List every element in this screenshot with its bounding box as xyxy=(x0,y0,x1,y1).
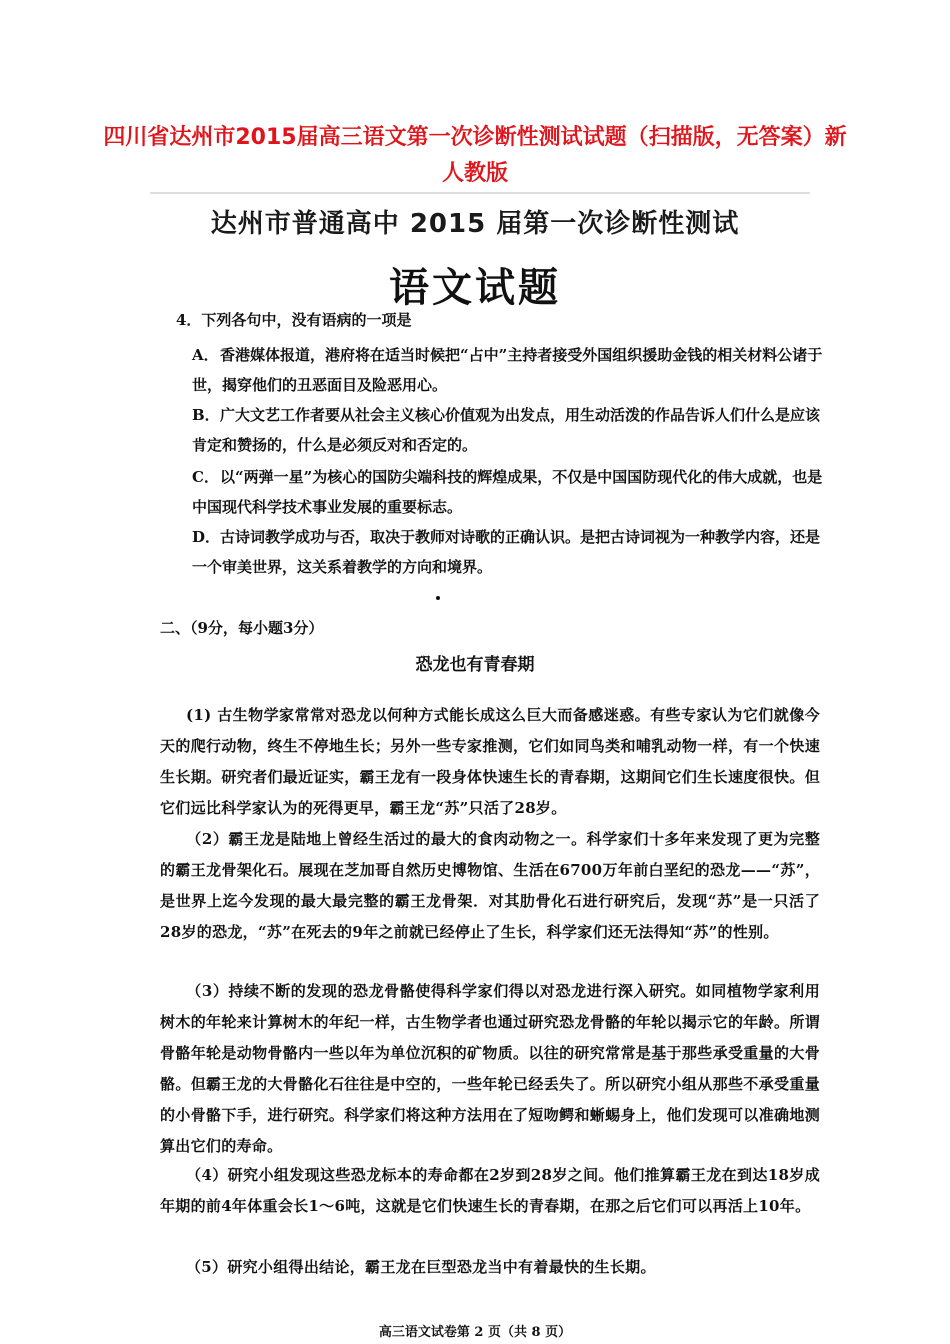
document-title: 四川省达州市2015届高三语文第一次诊断性测试试题（扫描版，无答案）新人教版 xyxy=(103,125,847,186)
paragraph-text: （3）持续不断的发现的恐龙骨骼使得科学家们得以对恐龙进行深入研究。如同植物学家利用树木的年轮来计算树木的年纪一样，古生物学者也通过研究恐龙骨骼的年轮以揭示它的年龄。所谓骨骼年轮是动物骨骼内一些以年为单位沉积的矿物质。以往的研究常常是基于那些承受重量的大骨骼。但霸王龙的大骨骼化石往往是中空的，一些年轮已经丢失了。所以研究小组从那些不承受重量的小骨骼下手，进行研究。科学家们将这种方法用在了短吻鳄和蜥蜴身上，他们发现可以准确地测算出它们的寿命。 xyxy=(160,982,820,1155)
article-paragraph-4 xyxy=(160,1160,820,1222)
paragraph-text: （5）研究小组得出结论，霸王龙在巨型恐龙当中有着最快的生长期。 xyxy=(186,1258,656,1276)
exam-header: 达州市普通高中 2015 届第一次诊断性测试 xyxy=(210,209,740,239)
option-text: 以“两弹一星”为核心的国防尖端科技的辉煌成果，不仅是中国国防现代化的伟大成就，也是中国现代科学技术事业发展的重要标志。 xyxy=(192,468,823,516)
option-text: 香港媒体报道，港府将在适当时候把“占中”主持者接受外国组织援助金钱的相关材料公诸于世，揭穿他们的丑恶面目及险恶用心。 xyxy=(192,346,823,394)
article-paragraph-2 xyxy=(160,824,820,948)
question-4-stem: 4．下列各句中，没有语病的一项是 xyxy=(176,311,412,329)
paragraph-text: (1) 古生物学家常常对恐龙以何种方式能长成这么巨大而备感迷惑。有些专家认为它们就像今天的爬行动物，终生不停地生长；另外一些专家推测，它们如同鸟类和哺乳动物一样，有一个快速生长期。研究者们最近证实，霸王龙有一段身体快速生长的青春期，这期间它们生长速度很快。但它们远比科学家认为的死得更早，霸王龙“苏”只活了28岁。 xyxy=(160,706,820,817)
article-paragraph-5 xyxy=(160,1252,820,1283)
article-paragraph-3 xyxy=(160,976,820,1162)
exam-subject-title: 语文试题 xyxy=(389,264,561,311)
question-4-option-b xyxy=(192,400,832,460)
scan-dot xyxy=(436,596,440,600)
question-4-option-a xyxy=(192,340,832,400)
option-label: C． xyxy=(192,468,219,486)
paragraph-text: （2）霸王龙是陆地上曾经生活过的最大的食肉动物之一。科学家们十多年来发现了更为完整的霸王龙骨架化石。展现在芝加哥自然历史博物馆、生活在6700万年前白垩纪的恐龙——“苏”，是世界上迄今发现的最大最完整的霸王龙骨架．对其肋骨化石进行研究后，发现“苏”是一只活了28岁的恐龙，“苏”在死去的9年之前就已经停止了生长，科学家们还无法得知“苏”的性别。 xyxy=(160,830,820,941)
question-4-option-d xyxy=(192,522,832,582)
question-4-option-c xyxy=(192,462,832,522)
section-2-heading: 二、（9分，每小题3分） xyxy=(160,619,324,637)
article-paragraph-1 xyxy=(160,700,820,824)
option-label: A． xyxy=(192,346,219,364)
paragraph-text: （4）研究小组发现这些恐龙标本的寿命都在2岁到28岁之间。他们推算霸王龙在到达18岁成年期的前4年体重会长1～6吨，这就是它们快速生长的青春期，在那之后它们可以再活上10年。 xyxy=(160,1166,820,1215)
option-label: B． xyxy=(192,406,220,424)
article-title: 恐龙也有青春期 xyxy=(415,655,535,675)
page-footer: 高三语文试卷第 2 页（共 8 页） xyxy=(378,1325,572,1340)
option-text: 广大文艺工作者要从社会主义核心价值观为出发点，用生动活泼的作品告诉人们什么是应该肯定和赞扬的，什么是必须反对和否定的。 xyxy=(192,406,821,454)
scan-edge-line xyxy=(150,192,810,194)
option-text: 古诗词教学成功与否，取决于教师对诗歌的正确认识。是把古诗词视为一种教学内容，还是一个审美世界，这关系着教学的方向和境界。 xyxy=(192,528,821,576)
option-label: D． xyxy=(192,528,221,546)
